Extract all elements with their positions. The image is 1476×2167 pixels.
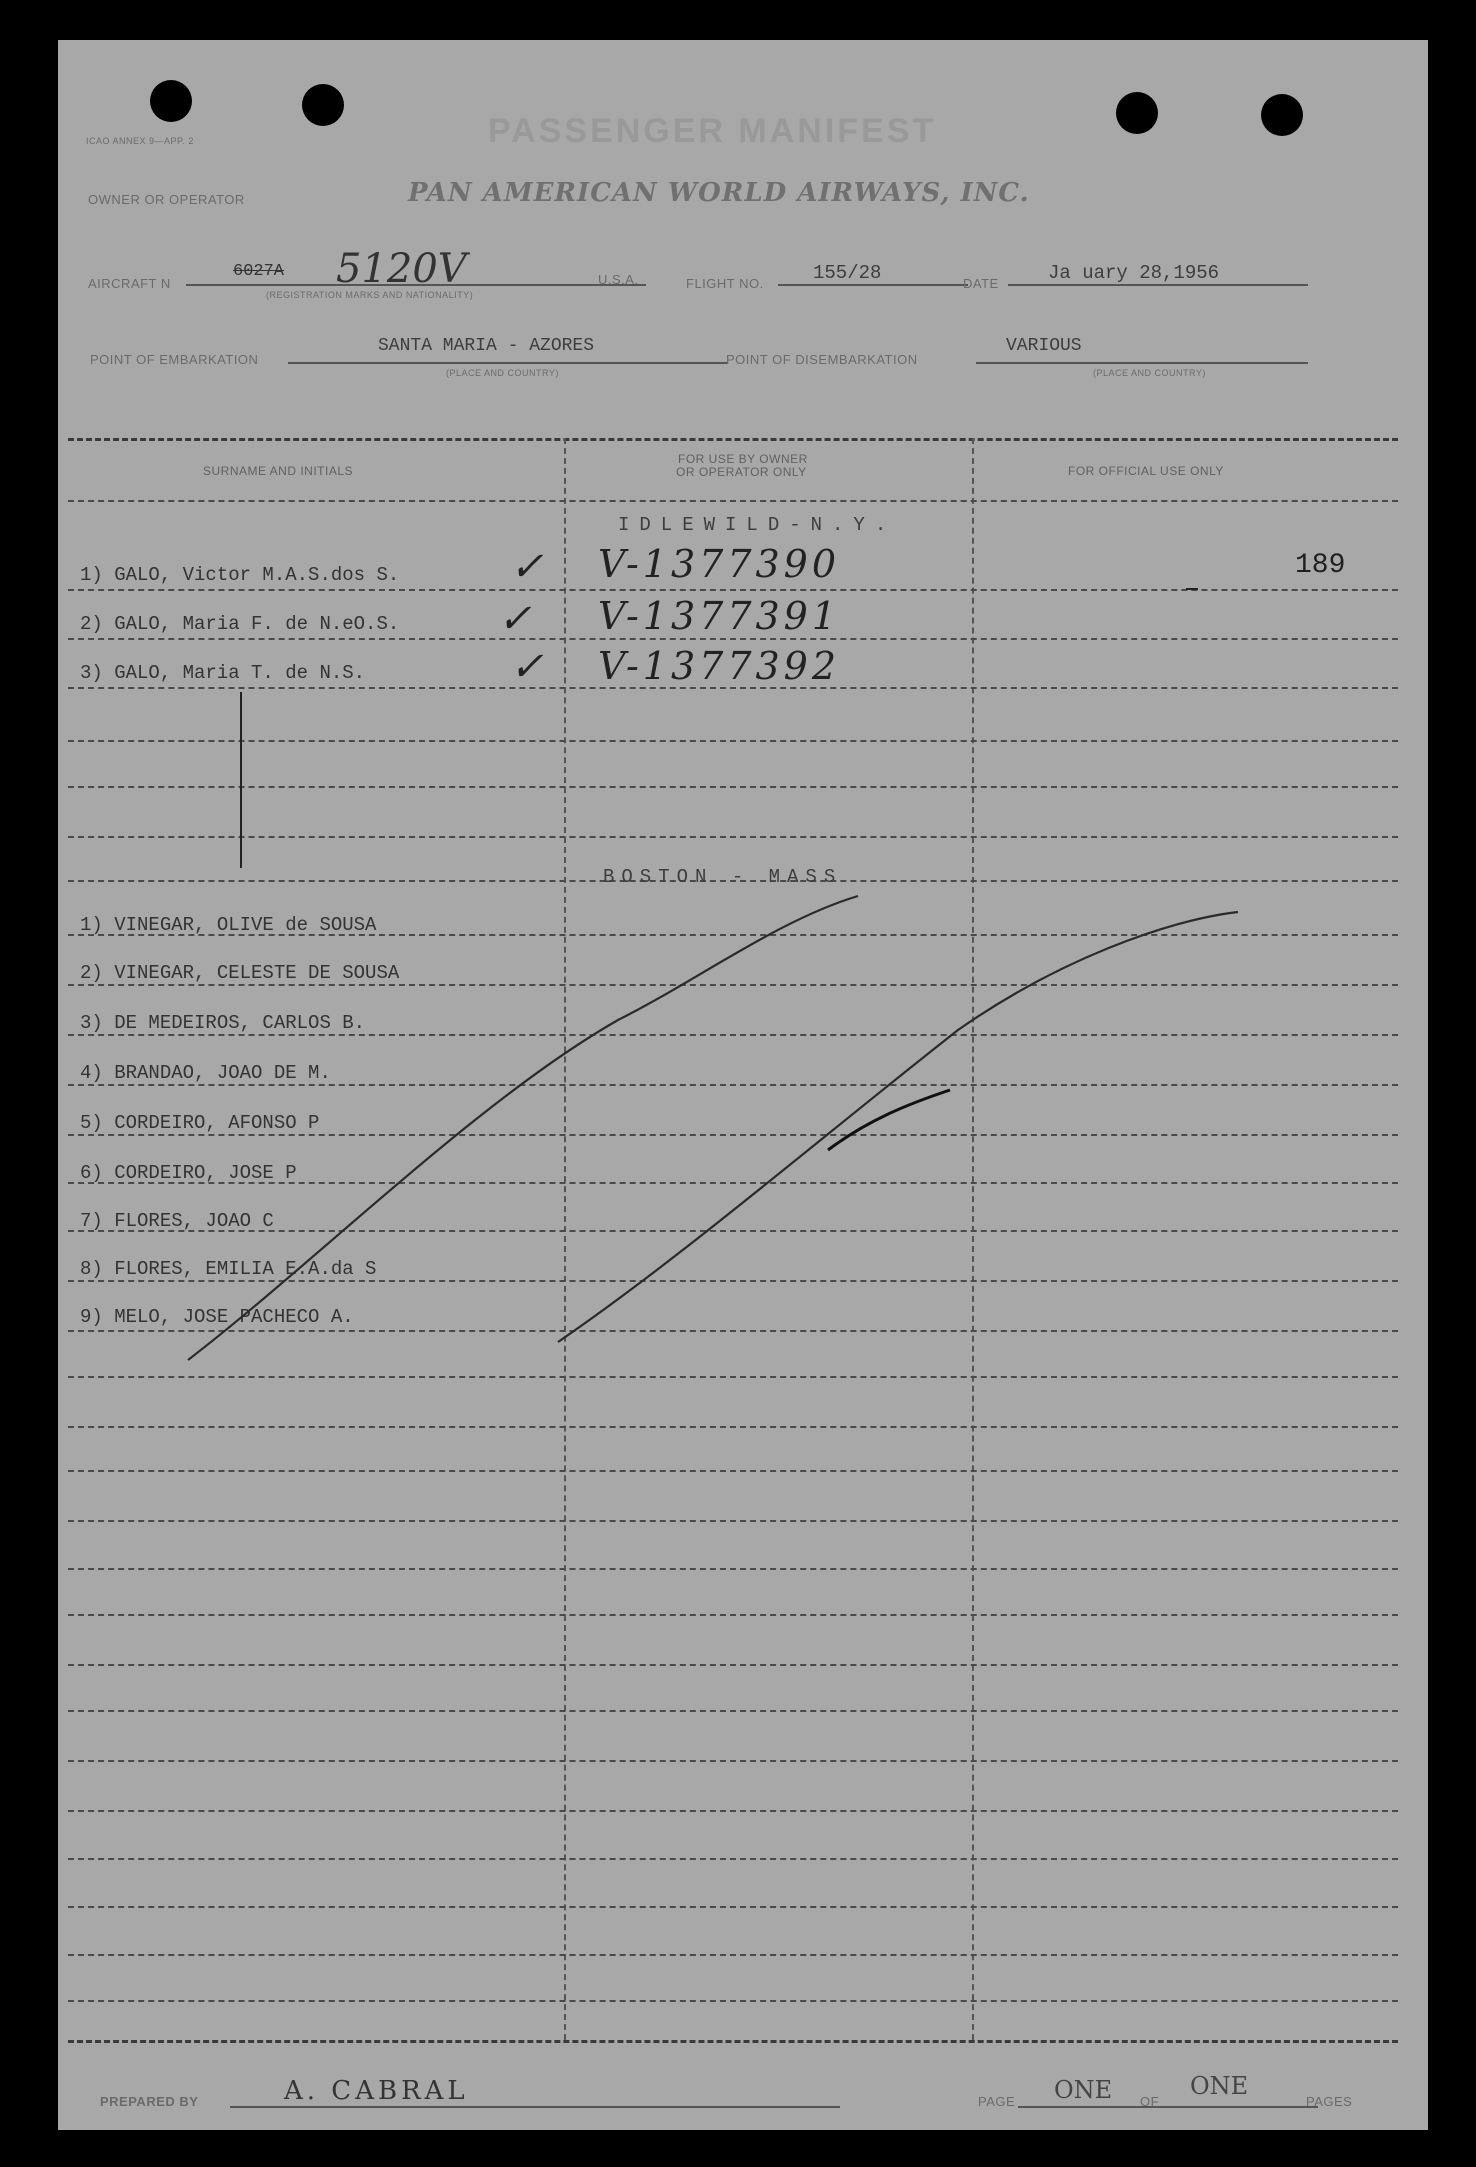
column-header-owner-line2: OR OPERATOR ONLY — [676, 465, 807, 479]
passenger-row-boston-5: 5) CORDEIRO, AFONSO P — [80, 1112, 320, 1134]
destination-boston: BOSTON - MASS — [603, 866, 843, 888]
disembarkation-point: VARIOUS — [1006, 336, 1082, 356]
column-header-surname: SURNAME AND INITIALS — [203, 464, 354, 478]
passenger-row-boston-9: 9) MELO, JOSE PACHECO A. — [80, 1306, 354, 1328]
form-title: PASSENGER MANIFEST — [488, 112, 937, 150]
operator-name: PAN AMERICAN WORLD AIRWAYS, INC. — [408, 178, 1030, 208]
pages-label: PAGES — [1306, 2094, 1353, 2109]
of-label: OF — [1140, 2094, 1160, 2109]
place-caption: (PLACE AND COUNTRY) — [446, 368, 559, 378]
prepared-underline — [230, 2106, 840, 2108]
passenger-row-boston-7: 7) FLORES, JOAO C — [80, 1210, 274, 1232]
manifest-sheet — [58, 40, 1428, 2130]
check-mark: ✓ — [510, 644, 544, 690]
flight-date: Ja uary 28,1956 — [1048, 262, 1220, 284]
check-mark: ✓ — [510, 544, 544, 590]
nationality: U.S.A. — [598, 272, 639, 287]
aircraft-label: AIRCRAFT N — [88, 276, 171, 291]
passenger-row-galo-1: 1) GALO, Victor M.A.S.dos S. — [80, 564, 400, 586]
page-total: ONE — [1190, 2072, 1249, 2100]
date-label: DATE — [963, 276, 999, 291]
registration-caption: (REGISTRATION MARKS AND NATIONALITY) — [266, 290, 474, 300]
passenger-row-boston-2: 2) VINEGAR, CELESTE DE SOUSA — [80, 962, 400, 984]
disembarkation-label: POINT OF DISEMBARKATION — [726, 352, 918, 367]
prepared-by: A. CABRAL — [284, 2076, 469, 2106]
column-header-owner-line1: FOR USE BY OWNER — [678, 452, 808, 466]
passenger-row-boston-4: 4) BRANDAO, JOAO DE M. — [80, 1062, 331, 1084]
cancel-stroke-1 — [188, 896, 858, 1360]
place-caption-2: (PLACE AND COUNTRY) — [1093, 368, 1206, 378]
cancel-stroke-2 — [558, 912, 1238, 1342]
destination-idlewild: IDLEWILD-N.Y. — [618, 514, 897, 536]
aircraft-registration: 5120V — [336, 246, 467, 292]
owner-label: OWNER OR OPERATOR — [88, 192, 245, 207]
passenger-row-boston-8: 8) FLORES, EMILIA E.A.da S — [80, 1258, 377, 1280]
visa-number-2: V-1377391 — [598, 594, 841, 638]
passenger-row-galo-3: 3) GALO, Maria T. de N.S. — [80, 662, 366, 684]
official-number: 189 — [1295, 550, 1346, 581]
passenger-row-boston-1: 1) VINEGAR, OLIVE de SOUSA — [80, 914, 377, 936]
page-label: PAGE — [978, 2094, 1016, 2109]
flight-number: 155/28 — [813, 262, 882, 284]
table-bottom-border — [68, 2040, 1398, 2043]
flight-label: FLIGHT NO. — [686, 276, 764, 291]
check-mark: ✓ — [498, 596, 532, 642]
prepared-by-label: PREPARED BY — [100, 2094, 199, 2109]
visa-number-3: V-1377392 — [598, 644, 841, 688]
aircraft-struck: 6027A — [233, 262, 285, 281]
page-number: ONE — [1054, 2076, 1113, 2104]
form-reference: ICAO ANNEX 9—APP. 2 — [86, 136, 194, 146]
cancellation-strokes — [58, 40, 1428, 2130]
passenger-row-boston-3: 3) DE MEDEIROS, CARLOS B. — [80, 1012, 366, 1034]
visa-number-1: V-1377390 — [598, 542, 841, 586]
column-header-official: FOR OFFICIAL USE ONLY — [1068, 464, 1224, 478]
passenger-row-galo-2: 2) GALO, Maria F. de N.eO.S. — [80, 613, 400, 635]
embarkation-point: SANTA MARIA - AZORES — [378, 336, 595, 356]
page-underline — [1018, 2106, 1318, 2108]
passenger-row-boston-6: 6) CORDEIRO, JOSE P — [80, 1162, 297, 1184]
embarkation-label: POINT OF EMBARKATION — [90, 352, 259, 367]
